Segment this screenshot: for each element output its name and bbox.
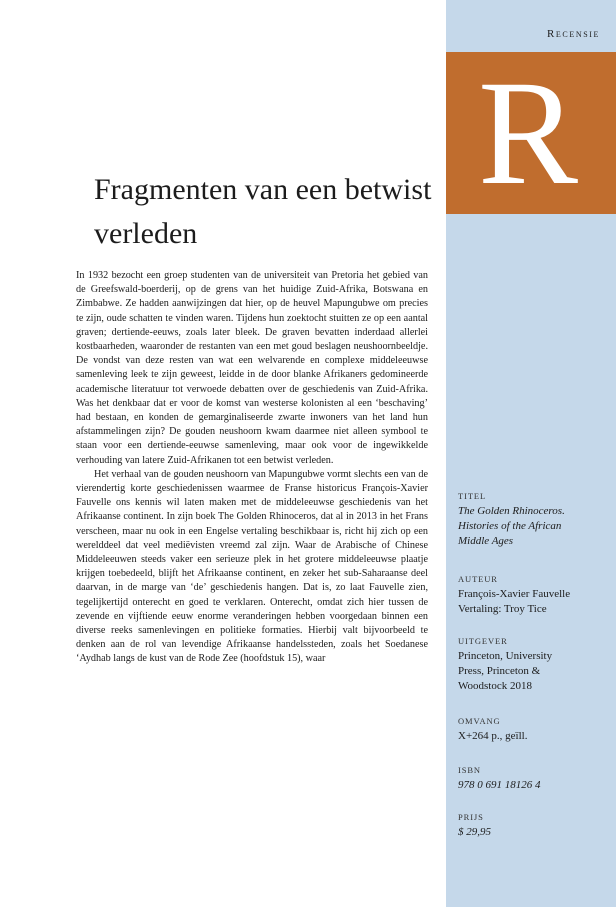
meta-omvang-label: OMVANG [458, 716, 501, 726]
meta-uitgever-value [458, 649, 608, 694]
meta-uitgever-line: Princeton, University [458, 650, 553, 662]
article-body [76, 269, 428, 667]
meta-isbn-line: 978 0 691 18126 4 [458, 779, 541, 791]
article-title: Fragmenten van een betwist verleden [94, 173, 432, 250]
meta-auteur-value [458, 587, 608, 617]
meta-omvang-value [458, 729, 608, 744]
section-label: Recensie [546, 28, 600, 40]
body-paragraph: In 1932 bezocht een groep studenten van de universiteit van Pretoria het gebied van de Greefswald-boerderij, op de grens van het huidige Zuid-Afrika, Botswana en Zimbabwe. Ze hadden aanwijzingen dat hier, op de heuvel Mapungubwe om precies te zijn, oude schatten te vinden waren. Tijdens hun zoektocht stuitten ze op een aantal graven; dertiende-eeuws, zoals later bleek. De graven bevatten inderdaad allerlei kostbaarheden, waaronder de restanten van een met goud beslagen neushoornbeeldje. De vondst van deze resten van wat een welvarende en complexe middeleeuwse samenleving leek te zijn geweest, leidde in de door blanke Afrikaners gedomineerde academische literatuur tot verwoede debatten over de geschiedenis van Zuid-Afrika. Was het denkbaar dat er voor de komst van westerse kolonisten al een ‘beschaving’ had bestaan, en konden de gemarginaliseerde zwarte inwoners van het land hun afstammelingen zijn? De gouden neushoorn kwam daarmee niet alleen symbool te staan voor een dertiende-eeuwse samenleving, maar ook voor de ingewikkelde verhouding van latere Zuid-Afrikanen tot een betwist verleden. [76, 270, 428, 466]
meta-titel-value [458, 504, 608, 549]
meta-prijs [458, 812, 608, 840]
meta-omvang [458, 716, 608, 744]
meta-isbn-label: ISBN [458, 765, 481, 775]
meta-isbn [458, 765, 608, 793]
meta-titel-line: Histories of the African [458, 520, 562, 532]
meta-auteur-line: François-Xavier Fauvelle [458, 588, 571, 600]
meta-prijs-value [458, 825, 608, 840]
meta-isbn-value [458, 778, 608, 793]
meta-uitgever-label: UITGEVER [458, 636, 508, 646]
meta-auteur-line: Vertaling: Troy Tice [458, 603, 547, 615]
meta-uitgever [458, 636, 608, 694]
meta-prijs-line: $ 29,95 [458, 826, 491, 838]
meta-uitgever-line: Woodstock 2018 [458, 680, 532, 692]
meta-uitgever-line: Press, Princeton & [458, 665, 541, 677]
meta-prijs-label: PRIJS [458, 812, 484, 822]
meta-titel [458, 491, 608, 549]
meta-omvang-line: X+264 p., geïll. [458, 730, 528, 742]
body-paragraph: Het verhaal van de gouden neushoorn van Mapungubwe vormt slechts een van de vierendertig korte geschiedenissen waarmee de Franse historicus François-Xavier Fauvelle ons kennis wil laten maken met de middeleeuwse geschiedenis van het Afrikaanse continent. In zijn boek The Golden Rhinoceros, dat al in 2013 in het Frans verscheen, maar nu ook in een Engelse vertaling beschikbaar is, richt hij zich op een werelddeel dat veel mediëvisten vreemd zal zijn. Waar de Arabische of Chinese Middeleeuwen steeds vaker een serieuze plek in het grotere middeleeuwse plaatje krijgen toebedeeld, blijft het Afrikaanse continent, en zeker het sub-Saharaanse deel daarvan, in de marge van ‘de’ geschiedenis hangen. Dat is, zo laat Fauvelle zien, tegelijkertijd onterecht en goed te verklaren. Onterecht, omdat zich hier tussen de zevende en vijftiende eeuw enorme veranderingen hebben voorgedaan binnen een diverse reeks samenlevingen en politieke formaties. Hierbij valt bijvoorbeeld te denken aan de rol van levendige Afrikaanse handelssteden, zoals het Soedanese ‘Aydhab langs de kust van de Rode Zee (hoofdstuk 15), waar [76, 468, 428, 665]
meta-auteur-label: AUTEUR [458, 574, 498, 584]
meta-auteur [458, 574, 608, 617]
meta-titel-line: Middle Ages [458, 535, 514, 547]
meta-titel-label: TITEL [458, 491, 487, 501]
initial-letter: R [477, 50, 579, 216]
meta-titel-line: The Golden Rhinoceros. [458, 505, 565, 517]
